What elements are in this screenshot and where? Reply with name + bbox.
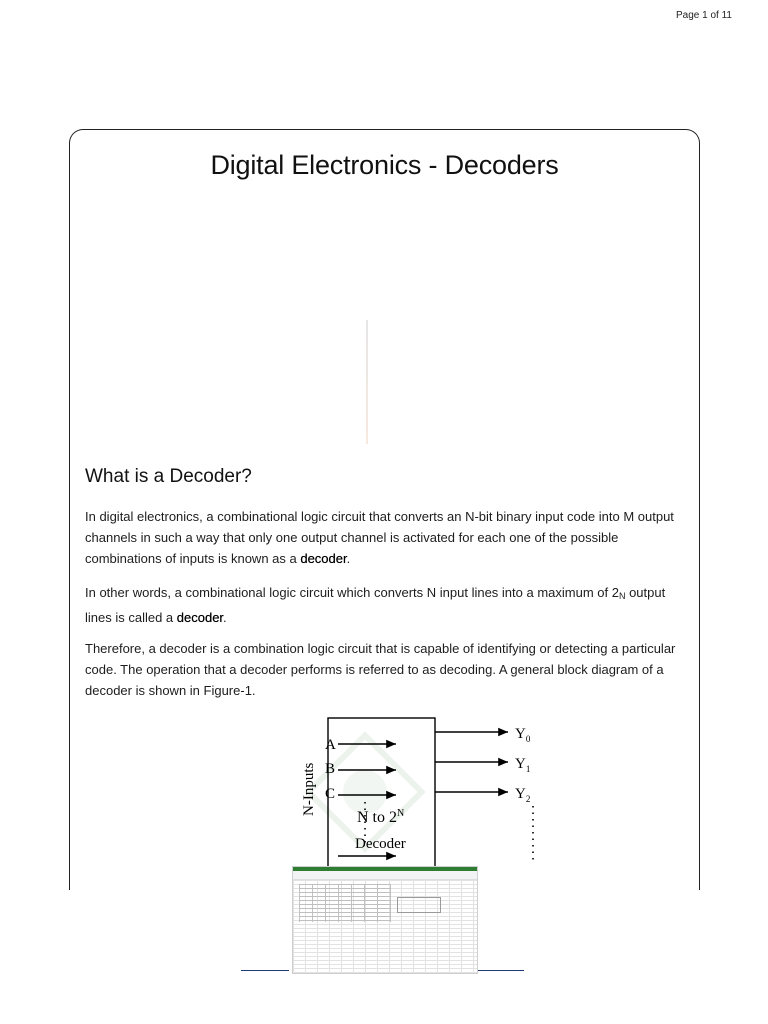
input-label-b: B xyxy=(325,761,336,777)
paragraph-1-end: . xyxy=(346,551,351,566)
thumbnail-toolbar xyxy=(293,871,477,880)
block-label-2: Decoder xyxy=(355,836,406,852)
footer-rule-left xyxy=(241,970,289,971)
output-label-y2: $Y_2$ xyxy=(515,786,531,804)
output-label-y0: $Y_0$ xyxy=(515,726,531,744)
paragraph-1-text: In digital electronics, a combinational logic circuit that converts an N-bit binary input code into M output channels in such a way that only one output channel is activated for each one of the possible combinations of inputs is known as a xyxy=(85,509,674,566)
paragraph-2-mid: output lines is called a xyxy=(85,585,666,625)
paragraph-3: Therefore, a decoder is a combination logic circuit that is capable of identifying or detecting a particular code. The operation that a decoder performs is referred to as decoding. A general block diagram of a decoder is shown in Figure-1. xyxy=(85,641,676,698)
footer-rule-right xyxy=(478,970,524,971)
output-label-y1: $Y_1$ xyxy=(515,756,531,774)
paragraph-2-end: . xyxy=(223,610,227,625)
block-label-1: N to $2^N$ xyxy=(357,808,405,826)
paragraph-2 xyxy=(85,582,685,628)
decoder-block-diagram xyxy=(215,714,555,890)
paragraph-2-subscript: N xyxy=(618,591,626,601)
media-placeholder xyxy=(366,320,368,444)
page-number: Page 1 of 11 xyxy=(676,10,732,21)
input-label-c: C xyxy=(325,786,336,802)
n-inputs-label: N-Inputs xyxy=(301,762,317,816)
spreadsheet-thumbnail xyxy=(292,866,478,974)
paragraph-1 xyxy=(85,506,685,569)
decoder-term-2: decoder xyxy=(176,610,224,625)
paragraph-2-text: In other words, a combinational logic circuit which converts N input lines into a maximum of 2 xyxy=(85,585,619,600)
thumbnail-box xyxy=(397,897,441,913)
input-label-a: A xyxy=(325,737,336,753)
thumbnail-table xyxy=(299,884,391,922)
section-heading: What is a Decoder? xyxy=(85,466,252,487)
page-title: Digital Electronics - Decoders xyxy=(210,150,559,180)
decoder-term: decoder xyxy=(300,551,347,566)
article-card xyxy=(69,129,700,890)
